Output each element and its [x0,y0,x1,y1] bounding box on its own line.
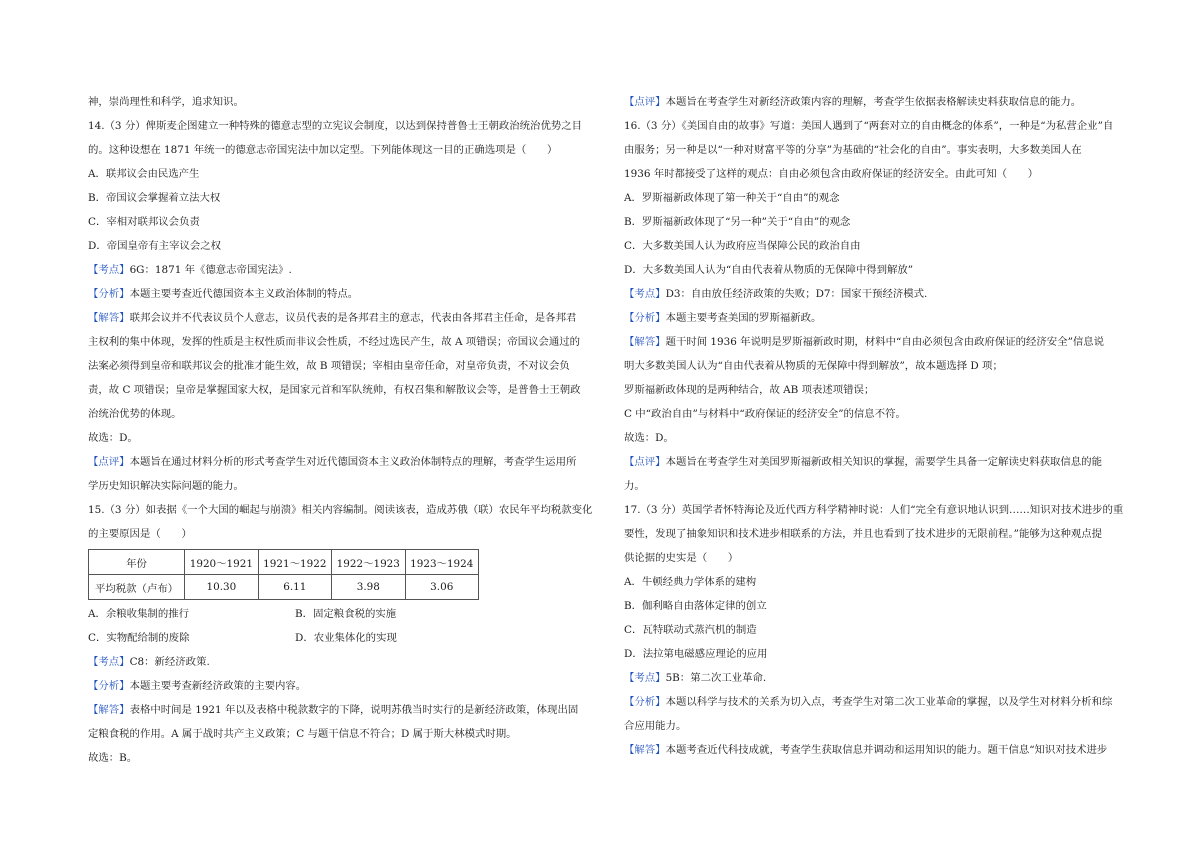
q17-option-a: A．牛顿经典力学体系的建构 [624,576,757,588]
kaodian-text: C8：新经济政策. [129,656,210,668]
q14-fenxi [88,282,594,306]
table-row [89,575,479,600]
dianping-tag: 【点评】 [88,456,130,468]
q15-option-a: A．余粮收集制的推行 [88,608,190,620]
q16-option-a: A．罗斯福新政体现了第一种关于“自由”的观念 [624,192,840,204]
fenxi-text: 本题主要考查美国的罗斯福新政。 [665,312,822,324]
tax-table [88,549,479,600]
q15-fenxi [88,674,594,698]
q15-jieda-line: 定粮食税的作用。A 属于战时共产主义政策；C 与题干信息不符合；D 属于斯大林模式时期。 [88,728,517,740]
table-cell: 1923～1924 [405,550,479,575]
q14-stem-line: 14.（3 分）俾斯麦企图建立一种特殊的德意志型的立宪议会制度，以达到保持普鲁士王朝政治统治优势之目 [88,120,583,132]
q14-kaodian [88,258,594,282]
question-17 [624,498,1130,762]
q14-option-b: B．帝国议会掌握着立法大权 [88,192,221,204]
q14-jieda-line: 责，故 C 项错误；皇帝是掌握国家大权，是国家元首和军队统帅，有权召集和解散议会等，是普鲁士王朝政 [88,384,581,396]
q17-stem-line: 要性，发现了抽象知识和技术进步相联系的方法，并且也看到了技术进步的无限前程。”能够为这种观点提 [624,528,1103,540]
q16-dianping-line: 力。 [624,480,645,492]
q16-option-b: B．罗斯福新政体现了“另一种”关于“自由”的观念 [624,216,851,228]
q17-stem-line: 17.（3 分）英国学者怀特海论及近代西方科学精神时说：人们“完全有意识地认识到……知识对技术进步的重 [624,504,1124,516]
q15-stem-line: 15.（3 分）如表据《一个大国的崛起与崩溃》相关内容编制。阅读该表，造成苏俄（联）农民年平均税款变化 [88,504,593,516]
q15-stem-line: 的主要原因是（ ） [88,528,192,540]
fenxi-text: 本题主要考查新经济政策的主要内容。 [129,680,307,692]
fenxi-text: 本题以科学与技术的关系为切入点，考查学生对第二次工业革命的掌握，以及学生对材料分析和综 [665,696,1113,708]
jieda-tag: 【解答】 [624,744,666,756]
question-14 [88,114,594,498]
question-16 [624,114,1130,498]
kaodian-tag: 【考点】 [624,288,666,300]
table-cell: 6.11 [258,575,331,600]
q16-option-c: C．大多数美国人认为政府应当保障公民的政治自由 [624,240,861,252]
q16-fenxi [624,306,1130,330]
table-cell: 1921～1922 [258,550,331,575]
jieda-text: 本题考查近代科技成就，考查学生获取信息并调动和运用知识的能力。题干信息“知识对技术进步 [665,744,1108,756]
q15-option-b: B．固定粮食税的实施 [295,608,397,620]
jieda-tag: 【解答】 [624,336,666,348]
kaodian-text: 6G：1871 年《德意志帝国宪法》. [129,264,292,276]
q15-answer: 故选：B。 [88,752,138,764]
kaodian-tag: 【考点】 [88,656,130,668]
q14-jieda-line: 治统治优势的体现。 [88,408,182,420]
dianping-text: 本题旨在考查学生对美国罗斯福新政相关知识的掌握，需要学生具备一定解读史料获取信息的能 [665,456,1102,468]
left-column [88,90,594,770]
kaodian-tag: 【考点】 [88,264,130,276]
table-header-row [89,550,479,575]
q17-option-b: B．伽利略自由落体定律的创立 [624,600,767,612]
table-cell: 年份 [89,550,185,575]
q14-answer: 故选：D。 [88,432,138,444]
q16-stem-line: 由服务；另一种是以“一种对财富平等的分享”为基础的“社会化的自由”。事实表明，大多数美国人在 [624,144,1082,156]
q17-stem-line: 供论据的史实是（ ） [624,552,739,564]
q15-jieda [88,698,594,722]
q15-options-row-1 [88,602,594,626]
q16-kaodian [624,282,1130,306]
q17-fenxi-line: 合应用能力。 [624,720,687,732]
right-column [624,90,1130,762]
q14-jieda-line: 法案必须得到皇帝和联邦议会的批准才能生效，故 B 项错误；宰相由皇帝任命，对皇帝负责，不对议会负 [88,360,570,372]
q17-fenxi [624,690,1130,714]
q15-kaodian [88,650,594,674]
q16-stem-line: 1936 年时都接受了这样的观点：自由必须包含由政府保证的经济安全。由此可知（ ） [624,168,1039,180]
fenxi-tag: 【分析】 [624,696,666,708]
table-cell: 1922～1923 [332,550,405,575]
q14-dianping-line: 学历史知识解决实际问题的能力。 [88,480,244,492]
fenxi-text: 本题主要考查近代德国资本主义政治体制的特点。 [129,288,359,300]
jieda-text: 表格中时间是 1921 年以及表格中税款数字的下降，说明苏俄当时实行的是新经济政策，体现出固 [129,704,579,716]
q17-jieda [624,738,1130,762]
jieda-text: 题干时间 1936 年说明是罗斯福新政时期，材料中“自由必须包含由政府保证的经济安全”信息说 [665,336,1105,348]
q15-dianping [624,90,1130,114]
fenxi-tag: 【分析】 [88,680,130,692]
fenxi-tag: 【分析】 [88,288,130,300]
dianping-text: 本题旨在考查学生对新经济政策内容的理解，考查学生依据表格解读史料获取信息的能力。 [665,96,1082,108]
q15-option-d: D．农业集体化的实现 [295,632,397,644]
dianping-tag: 【点评】 [624,456,666,468]
table-cell: 1920～1921 [185,550,258,575]
jieda-tag: 【解答】 [88,704,130,716]
table-cell: 平均税款（卢布） [89,575,185,600]
q17-kaodian [624,666,1130,690]
q14-dianping [88,450,594,474]
q16-stem-line: 16.（3 分）《美国自由的故事》写道：美国人遇到了“两套对立的自由概念的体系”，一种是“为私营企业”自 [624,120,1114,132]
kaodian-tag: 【考点】 [624,672,666,684]
table-cell: 3.98 [332,575,405,600]
dianping-text: 本题旨在通过材料分析的形式考查学生对近代德国资本主义政治体制特点的理解，考查学生运用所 [129,456,577,468]
q17-option-c: C．瓦特联动式蒸汽机的制造 [624,624,757,636]
dianping-tag: 【点评】 [624,96,666,108]
jieda-text: 联邦会议并不代表议员个人意志，议员代表的是各邦君主的意志，代表由各邦君主任命，是各邦君 [129,312,577,324]
q14-jieda-line: 主权利的集中体现，发挥的性质是主权性质而非议会性质，不经过选民产生，故 A 项错误；帝国议会通过的 [88,336,581,348]
q15-options-row-2 [88,626,594,650]
q16-jieda-line: 罗斯福新政体现的是两种结合，故 AB 项表述项错误； [624,384,875,396]
jieda-tag: 【解答】 [88,312,130,324]
table-cell: 10.30 [185,575,258,600]
q16-jieda [624,330,1130,354]
q14-jieda [88,306,594,330]
q16-dianping [624,450,1130,474]
q16-jieda-line: C 中“政治自由”与材料中“政府保证的经济安全”的信息不符。 [624,408,906,420]
q14-option-d: D．帝国皇帝有主宰议会之权 [88,240,222,252]
q16-jieda-line: 明大多数美国人认为“自由代表着从物质的无保障中得到解放”，故本题选择 D 项； [624,360,1003,372]
fenxi-tag: 【分析】 [624,312,666,324]
kaodian-text: D3：自由放任经济政策的失败；D7：国家干预经济模式. [665,288,928,300]
carry-over-line: 神，崇尚理性和科学，追求知识。 [88,96,244,108]
q15-option-c: C．实物配给制的废除 [88,632,190,644]
table-cell: 3.06 [405,575,479,600]
q14-option-a: A．联邦议会由民选产生 [88,168,200,180]
q16-option-d: D．大多数美国人认为“自由代表着从物质的无保障中得到解放” [624,264,914,276]
question-15 [88,498,594,770]
q14-stem-line: 的。这种设想在 1871 年统一的德意志帝国宪法中加以定型。下列能体现这一目的正确选项是（ ） [88,144,558,156]
q16-answer: 故选：D。 [624,432,674,444]
q14-option-c: C．宰相对联邦议会负责 [88,216,200,228]
kaodian-text: 5B：第二次工业革命. [665,672,767,684]
q17-option-d: D．法拉第电磁感应理论的应用 [624,648,768,660]
